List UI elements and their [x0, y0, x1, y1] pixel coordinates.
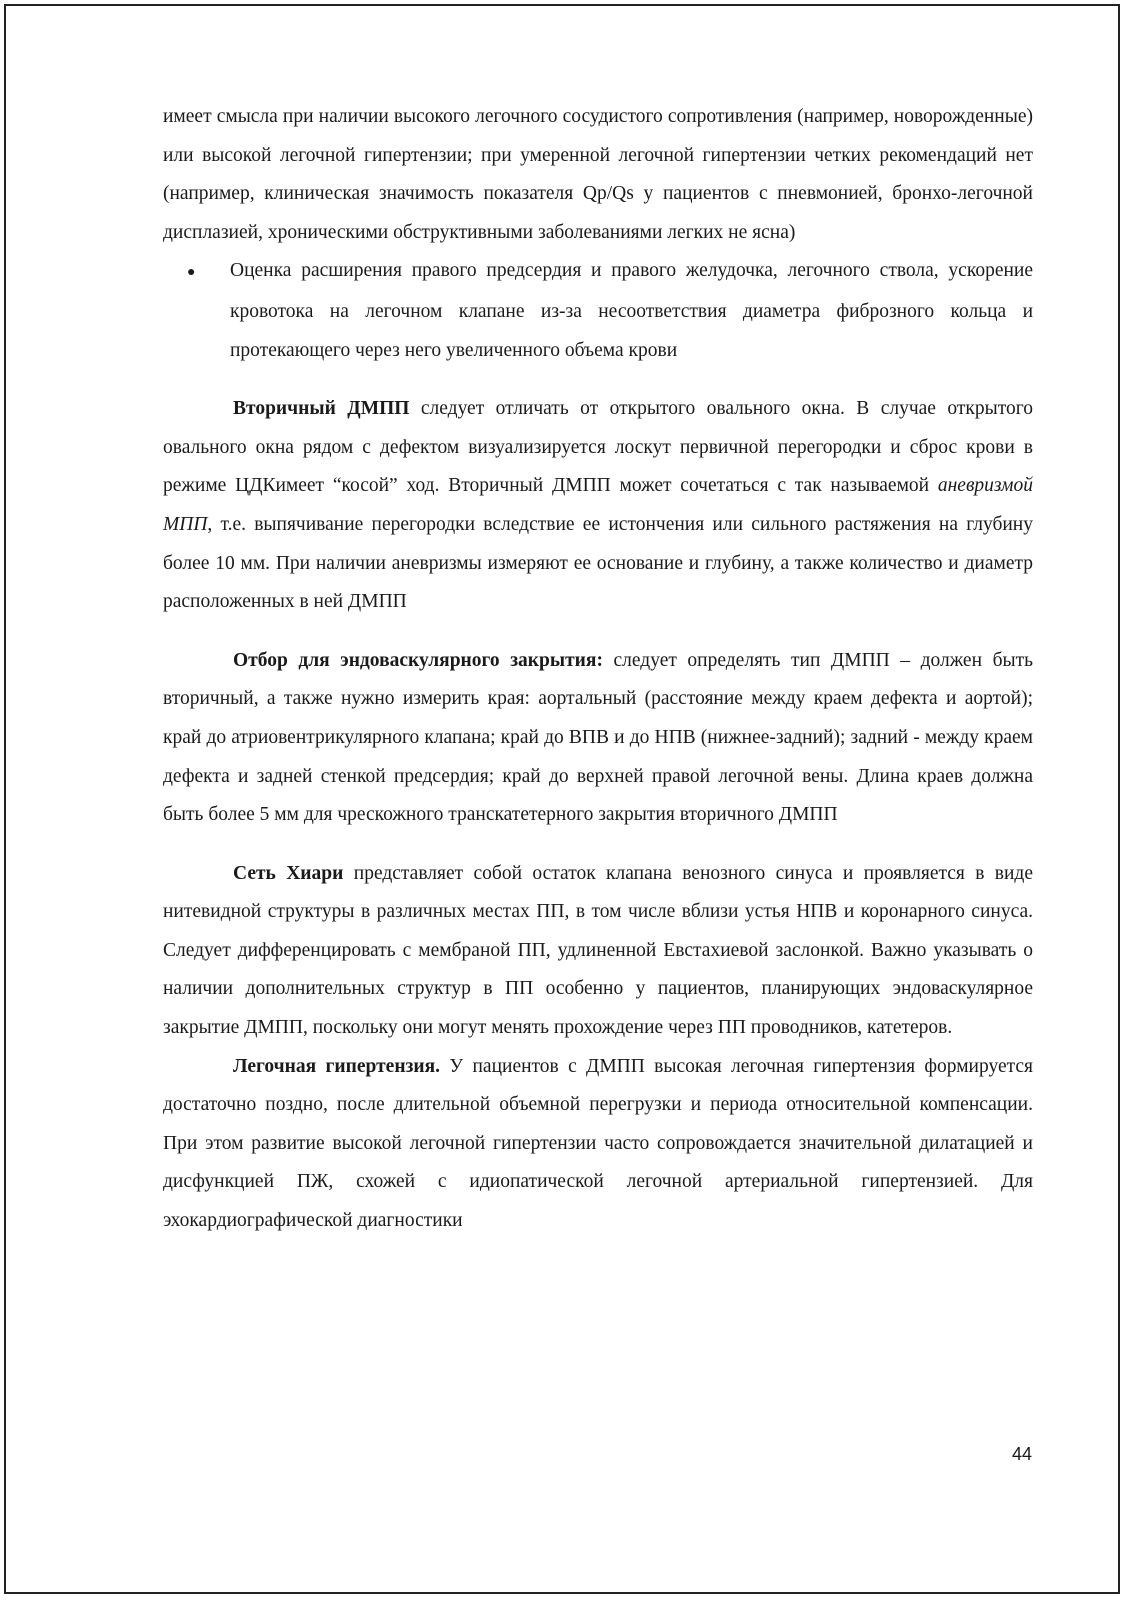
paragraph-chiari-network — [163, 855, 1033, 1048]
paragraph-text: следует определять тип ДМПП – должен быть вторичный, а также нужно измерить края: аортальный (расстояние между краем дефекта и аортой); край до атриовентрикулярного клапана; край до ВПВ и до НПВ (нижнее-задний); задний - между краем дефекта и задней стенкой предсердия; край до верхней правой легочной вены. Длина краев должна быть более 5 мм для чрескожного транскатетерного закрытия вторичного ДМПП — [163, 649, 1034, 826]
bullet-text: Оценка расширения правого предсердия и правого желудочка, легочного ствола, ускорение кровотока на легочном клапане из-за несоответствия диаметра фиброзного кольца и протекающего через него увеличенного объема крови — [230, 260, 1033, 361]
bullet-item — [163, 252, 1033, 370]
document-body — [163, 98, 1033, 1241]
bullet-dot-icon: ● — [187, 265, 196, 281]
bullet-list — [163, 252, 1033, 370]
term-pulmonary-hypertension: Легочная гипертензия. — [233, 1055, 441, 1077]
page-number: 44 — [1011, 1444, 1032, 1464]
paragraph-endovascular-selection — [163, 642, 1033, 835]
term-secondary-asd: Вторичный ДМПП — [233, 398, 410, 420]
term-endovascular-selection: Отбор для эндоваскулярного закрытия: — [233, 649, 603, 671]
paragraph-pulmonary-hypertension — [163, 1048, 1033, 1241]
term-aneurysm: аневризмой МПП — [163, 475, 1033, 535]
paragraph-text: представляет собой остаток клапана венозного синуса и проявляется в виде нитевидной структуры в различных местах ПП, в том числе вблизи устья НПВ и коронарного синуса. Следует дифференцировать с мембраной ПП, удлиненной Евстахиевой заслонкой. Важно указывать о наличии дополнительных структур в ПП особенно у пациентов, планирующих эндоваскулярное закрытие ДМПП, поскольку они могут менять прохождение через ПП проводников, катетеров. — [163, 862, 1034, 1039]
paragraph-secondary-asd — [163, 390, 1033, 622]
paragraph-text: У пациентов с ДМПП высокая легочная гипертензия формируется достаточно поздно, после длительной объемной перегрузки и периода относительной компенсации. При этом развитие высокой легочной гипертензии часто сопровождается значительной дилатацией и дисфункцией ПЖ, схожей с идиопатической легочной артериальной гипертензией. Для эхокардиографической диагностики — [163, 1055, 1033, 1232]
paragraph-text: , т.е. выпячивание перегородки вследствие ее истончения или сильного растяжения на глубину более 10 мм. При наличии аневризмы измеряют ее основание и глубину, а также количество и диаметр расположенных в ней ДМПП — [163, 513, 1033, 613]
paragraph-text: следует отличать от открытого овального окна. В случае открытого овального окна рядом с дефектом визуализируется лоскут первичной перегородки и сброс крови в режиме ЦДКимеет “косой” ход. Вторичный ДМПП может сочетаться с так называемой — [163, 398, 1033, 497]
paragraph-continuation: имеет смысла при наличии высокого легочного сосудистого сопротивления (например, новорожденные) или высокой легочной гипертензии; при умеренной легочной гипертензии четких рекомендаций нет (например, клиническая значимость показателя Qp/Qs у пациентов с пневмонией, бронхо-легочной дисплазией, хроническими обструктивными заболеваниями легких не ясна) — [163, 106, 1033, 243]
term-chiari-network: Сеть Хиари — [233, 862, 344, 884]
